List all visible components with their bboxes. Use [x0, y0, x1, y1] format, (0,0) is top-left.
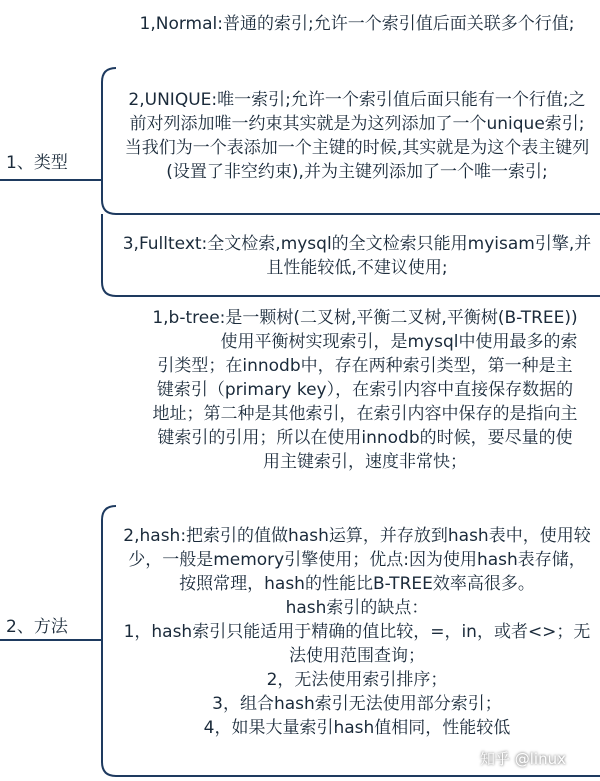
- watermark-text: 知乎 @linux: [480, 750, 566, 768]
- node-btree-desc: 使用平衡树实现索引，是mysql中使用最多的索引类型；在innodb中，存在两种索引类型，第一种是主键索引（primary key），在索引内容中直接保存数据的地址；第二种是其他索引，在索引内容中保存的是指向主键索引的引用；所以在使用innodb的时候，要尽量的使用主键索引，速度非常快；: [152, 332, 578, 472]
- topic-methods: [6, 612, 68, 637]
- node-hash-con-2: 2，无法使用索引排序；: [266, 670, 448, 690]
- node-normal-text: 1,Normal:普通的索引;允许一个索引值后面关联多个行值;: [139, 14, 575, 34]
- node-hash-cons-heading: hash索引的缺点：: [285, 598, 429, 618]
- node-btree: [150, 306, 580, 474]
- node-hash-con-4: 4，如果大量索引hash值相同，性能较低: [203, 718, 511, 738]
- topic-types-label: 1、类型: [6, 153, 68, 173]
- topic-types: [6, 148, 68, 173]
- topic-methods-label: 2、方法: [6, 617, 68, 637]
- node-hash-title: 2,hash:把索引的值做hash运算，并存放到hash表中，使用较少，一般是memory引擎使用；优点:因为使用hash表存储，按照常理，hash的性能比B-TREE效率高很多。: [123, 526, 591, 594]
- node-unique: [122, 88, 592, 184]
- node-hash: [122, 524, 592, 740]
- node-hash-con-1: 1，hash索引只能适用于精确的值比较，=，in，或者<>；无法使用范围查询；: [123, 622, 591, 666]
- node-hash-con-3: 3，组合hash索引无法使用部分索引；: [212, 694, 502, 714]
- node-fulltext: [122, 232, 592, 280]
- node-btree-title: 1,b-tree:是一颗树(二叉树,平衡二叉树,平衡树(B-TREE)): [152, 308, 578, 328]
- node-normal: [122, 12, 592, 36]
- node-unique-text: 2,UNIQUE:唯一索引;允许一个索引值后面只能有一个行值;之前对列添加唯一约束其实就是为这列添加了一个unique索引;当我们为一个表添加一个主键的时候,其实就是为这个表主键列(设置了非空约束),并为主键列添加了一个唯一索引;: [124, 90, 590, 182]
- node-fulltext-text: 3,Fulltext:全文检索,mysql的全文检索只能用myisam引擎,并且性能较低,不建议使用;: [122, 234, 592, 278]
- watermark: [480, 748, 566, 769]
